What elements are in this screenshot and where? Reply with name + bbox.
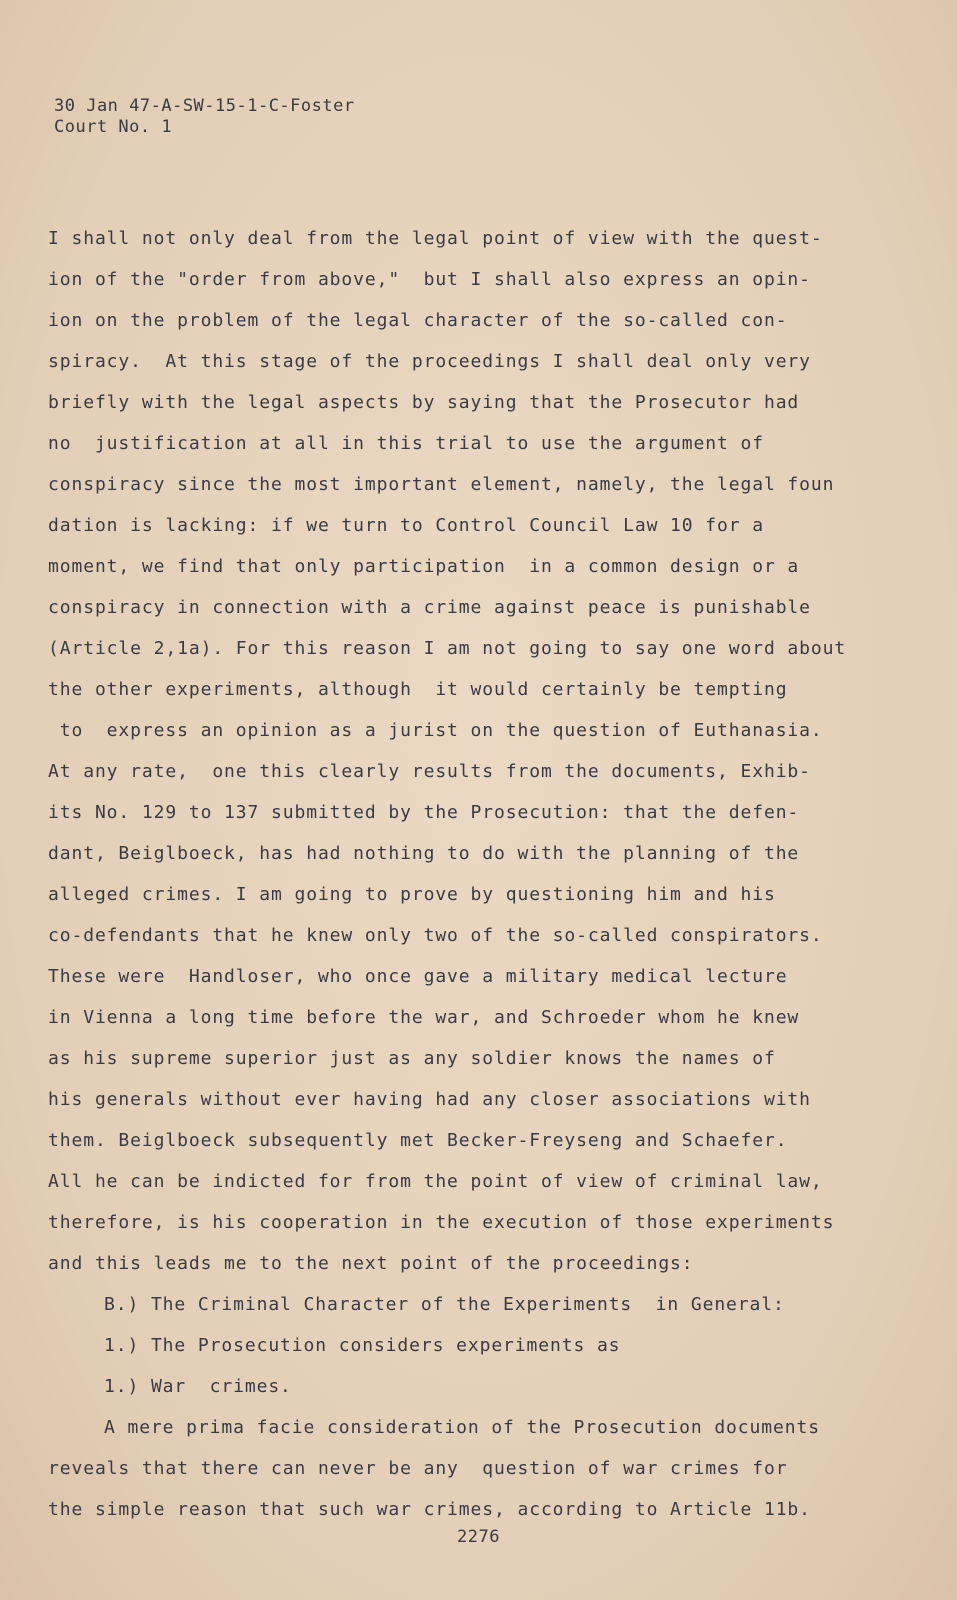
body-line: co-defendants that he knew only two of the so-called conspirators. [48,925,823,946]
body-line: dation is lacking: if we turn to Control Council Law 10 for a [48,515,764,536]
body-line: alleged crimes. I am going to prove by questioning him and his [48,884,776,905]
body-line: his generals without ever having had any closer associations with [48,1089,811,1110]
body-line: therefore, is his cooperation in the execution of those experiments [48,1212,835,1233]
body-line: reveals that there can never be any question of war crimes for [48,1458,788,1479]
body-line: as his supreme superior just as any soldier knows the names of [48,1048,776,1069]
body-line: and this leads me to the next point of the proceedings: [48,1253,694,1274]
body-line: the other experiments, although it would certainly be tempting [48,679,788,700]
body-line: (Article 2,1a). For this reason I am not going to say one word about [48,638,847,659]
document-body [48,218,928,1530]
subsection-item: 1.) War crimes. [104,1376,292,1397]
body-line: briefly with the legal aspects by saying that the Prosecutor had [48,392,800,413]
body-line: These were Handloser, who once gave a military medical lecture [48,966,788,987]
body-line: All he can be indicted for from the point of view of criminal law, [48,1171,823,1192]
body-line: spiracy. At this stage of the proceedings I shall deal only very [48,351,811,372]
body-line: no justification at all in this trial to use the argument of [48,433,764,454]
body-line: moment, we find that only participation in a common design or a [48,556,800,577]
body-line: the simple reason that such war crimes, according to Article 11b. [48,1499,811,1520]
body-line: At any rate, one this clearly results from the documents, Exhib- [48,761,811,782]
section-heading: B.) The Criminal Character of the Experiments in General: [104,1294,785,1315]
body-line: I shall not only deal from the legal point of view with the quest- [48,228,823,249]
body-line: ion on the problem of the legal character of the so-called con- [48,310,788,331]
page-number: 2276 [457,1527,500,1547]
body-line: A mere prima facie consideration of the Prosecution documents [104,1417,820,1438]
body-line: conspiracy in connection with a crime against peace is punishable [48,597,811,618]
header-court: Court No. 1 [54,117,173,137]
body-line: ion of the "order from above," but I shall also express an opin- [48,269,811,290]
header-reference: 30 Jan 47-A-SW-15-1-C-Foster [54,96,355,116]
body-line: dant, Beiglboeck, has had nothing to do with the planning of the [48,843,800,864]
body-line: them. Beiglboeck subsequently met Becker-Freyseng and Schaefer. [48,1130,788,1151]
body-line: to express an opinion as a jurist on the question of Euthanasia. [48,720,823,741]
body-line: in Vienna a long time before the war, and Schroeder whom he knew [48,1007,800,1028]
body-line: its No. 129 to 137 submitted by the Prosecution: that the defen- [48,802,800,823]
document-header [54,96,355,138]
subsection-heading: 1.) The Prosecution considers experiments as [104,1335,621,1356]
body-line: conspiracy since the most important element, namely, the legal foun [48,474,835,495]
